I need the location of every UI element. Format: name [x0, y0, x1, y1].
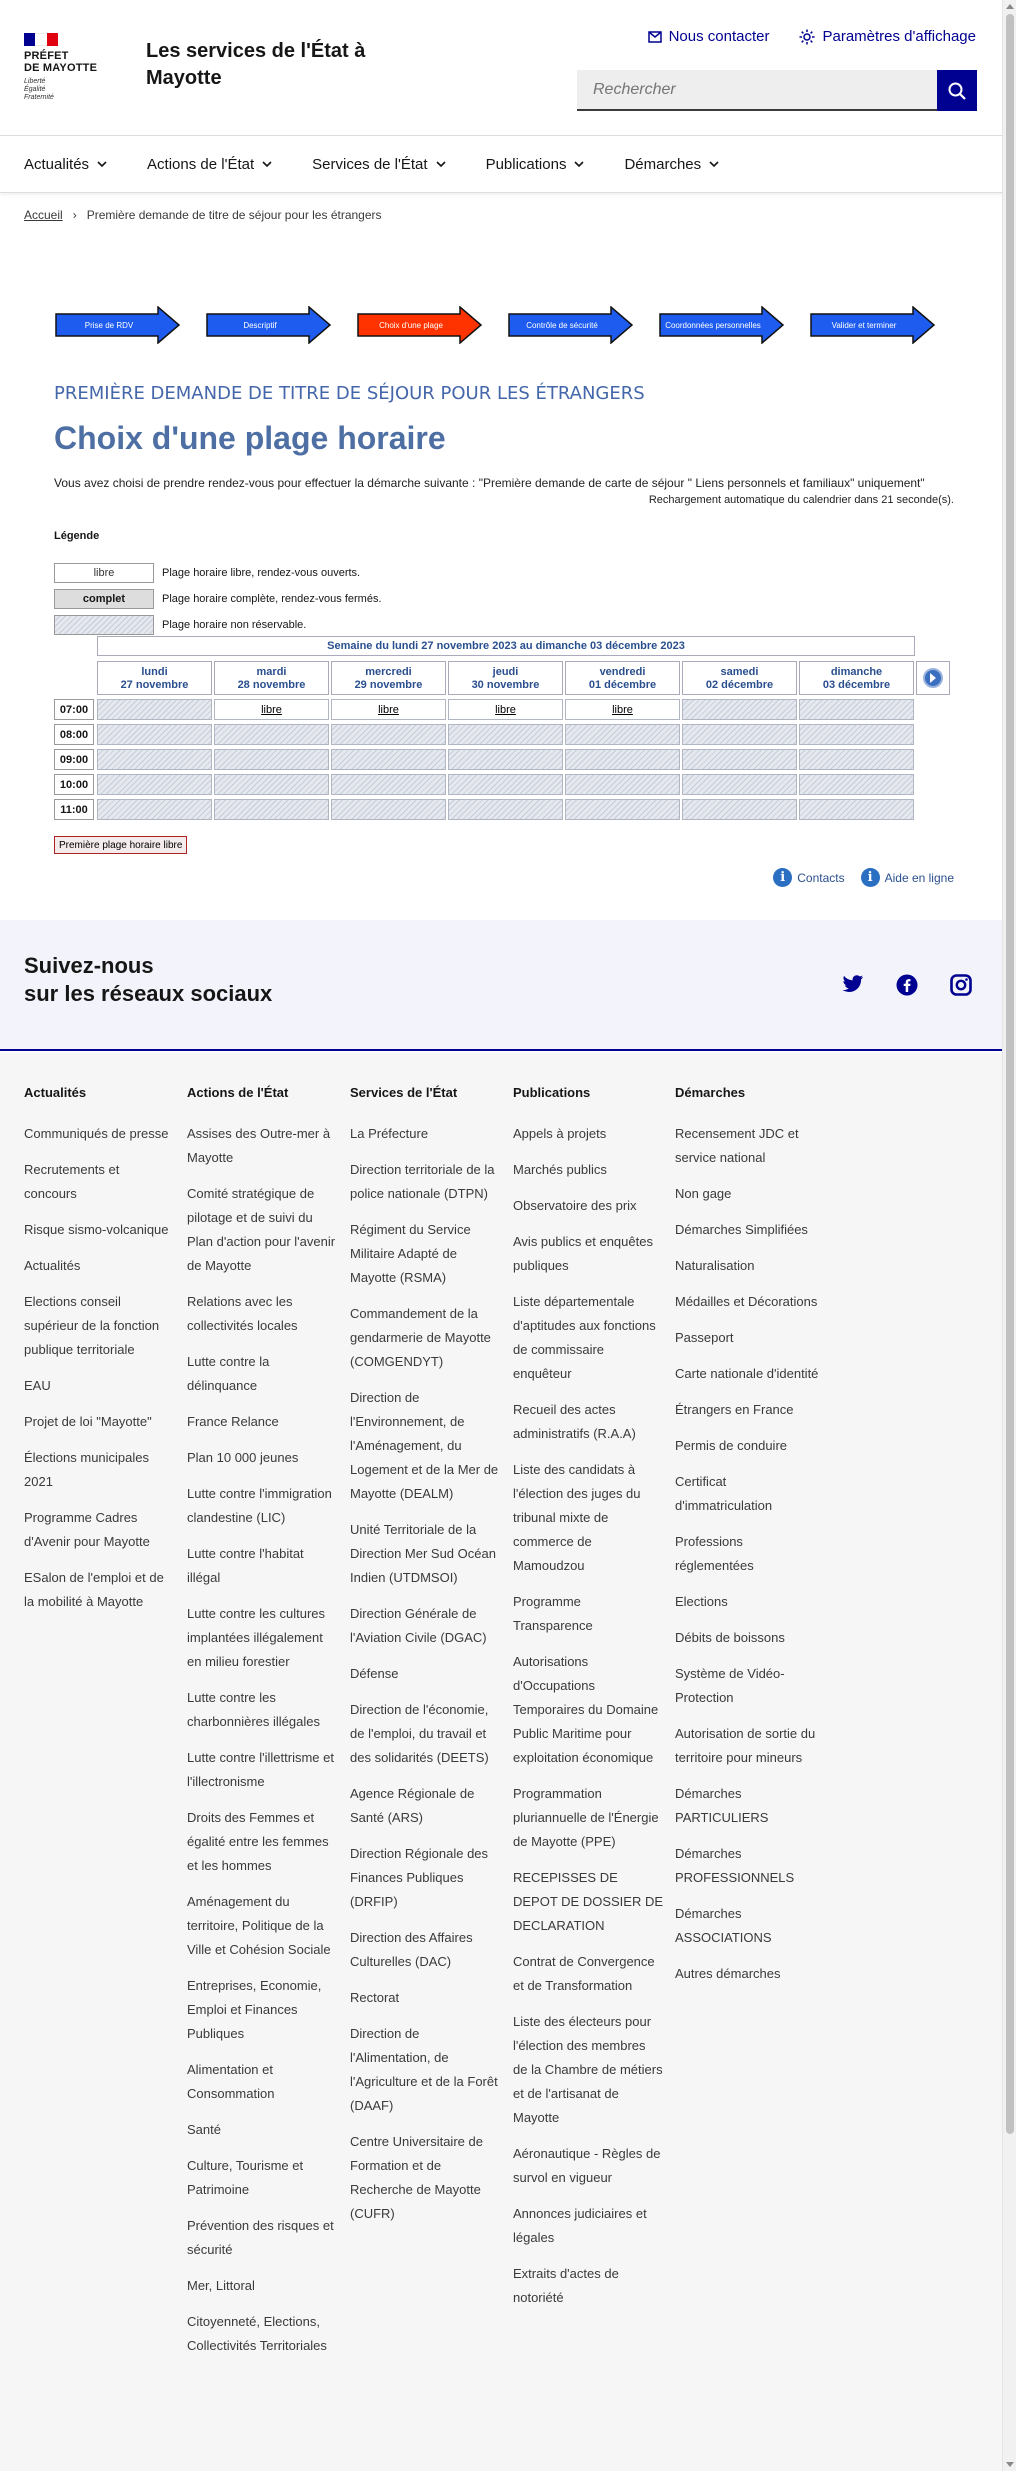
logo-line2: DE MAYOTTE: [24, 62, 98, 74]
footer-link[interactable]: Démarches ASSOCIATIONS: [675, 1906, 772, 1945]
slot-unavailable: [97, 724, 212, 745]
footer-column: [24, 1085, 174, 1626]
next-week-button[interactable]: [916, 661, 950, 695]
step-label: Choix d'une plage: [379, 320, 443, 330]
nav-item-actualites[interactable]: Actualités: [24, 136, 147, 193]
social-icons: [842, 974, 972, 1001]
footer-link[interactable]: Aménagement du territoire, Politique de la Ville et Cohésion Sociale: [187, 1894, 331, 1957]
nav-item-actions-etat[interactable]: Actions de l'État: [147, 136, 312, 193]
footer-link[interactable]: Lutte contre les cultures implantées illégalement en milieu forestier: [187, 1606, 326, 1669]
footer-link[interactable]: Unité Territoriale de la Direction Mer Sud Océan Indien (UTDMSOI): [350, 1522, 496, 1585]
info-icon: i: [861, 868, 880, 887]
day-header: lundi 27 novembre: [97, 661, 212, 695]
hour-label: 09:00: [54, 749, 94, 770]
footer-link[interactable]: Système de Vidéo-Protection: [675, 1666, 785, 1705]
procedure-title: PREMIÈRE DEMANDE DE TITRE DE SÉJOUR POUR LES ÉTRANGERS: [54, 383, 645, 404]
footer-link[interactable]: Recensement JDC et service national: [675, 1126, 799, 1165]
footer-link[interactable]: Professions réglementées: [675, 1534, 754, 1573]
social-section: [0, 920, 1002, 1051]
step-label: Descriptif: [243, 320, 277, 330]
step-label: Coordonnées personnelles: [665, 320, 761, 330]
footer-link[interactable]: Recueil des actes administratifs (R.A.A): [513, 1402, 636, 1441]
breadcrumb-home[interactable]: Accueil: [24, 208, 63, 222]
footer-column: [513, 1085, 663, 2322]
footer-link[interactable]: Droits des Femmes et égalité entre les femmes et les hommes: [187, 1810, 329, 1873]
step-label: Contrôle de sécurité: [526, 320, 598, 330]
footer-column: [187, 1085, 337, 2370]
footer-column: [675, 1085, 825, 1998]
slot-unavailable: [448, 749, 563, 770]
breadcrumb-current: Première demande de titre de séjour pour les étrangers: [86, 208, 382, 222]
slot-unavailable: [799, 699, 914, 720]
footer-link[interactable]: Commandement de la gendarmerie de Mayotte (COMGENDYT): [350, 1306, 491, 1369]
footer-link[interactable]: Élections municipales 2021: [24, 1450, 150, 1489]
slot-unavailable: [565, 799, 680, 820]
footer-link[interactable]: Direction Générale de l'Aviation Civile (DGAC): [350, 1606, 487, 1645]
footer-link[interactable]: Liste départementale d'aptitudes aux fonctions de commissaire enquêteur: [513, 1294, 656, 1381]
hour-label: 11:00: [54, 799, 94, 820]
step-6: [809, 306, 936, 344]
display-settings-label: Paramètres d'affichage: [822, 28, 976, 45]
day-header: mardi 28 novembre: [214, 661, 329, 695]
footer-link[interactable]: Extraits d'actes de notoriété: [513, 2266, 619, 2305]
first-free-slot-button[interactable]: Première plage horaire libre: [54, 836, 187, 854]
week-header: Semaine du lundi 27 novembre 2023 au dimanche 03 décembre 2023: [97, 636, 915, 656]
footer-link[interactable]: Lutte contre l'habitat illégal: [187, 1546, 304, 1585]
chevron-down-icon: [574, 161, 584, 168]
breadcrumb: [24, 208, 382, 222]
prefet-logo[interactable]: [24, 33, 109, 102]
footer-link[interactable]: Programme Transparence: [513, 1594, 593, 1633]
footer-link[interactable]: Lutte contre les charbonnières illégales: [187, 1690, 320, 1729]
footer-link[interactable]: Permis de conduire: [675, 1438, 787, 1453]
intro-text: Vous avez choisi de prendre rendez-vous pour effectuer la démarche suivante : "Première demande de carte de séjour " Liens personnels et familiaux" uniquement": [54, 476, 925, 490]
footer-link[interactable]: Elections: [675, 1594, 728, 1609]
main-nav: [0, 136, 1016, 193]
slot-unavailable: [799, 724, 914, 745]
footer-link[interactable]: Démarches Simplifiées: [675, 1222, 808, 1237]
footer-link[interactable]: Démarches PARTICULIERS: [675, 1786, 769, 1825]
footer-link[interactable]: Culture, Tourisme et Patrimoine: [187, 2158, 304, 2197]
sun-icon: [799, 29, 815, 45]
footer-link[interactable]: Recrutements et concours: [24, 1162, 120, 1201]
footer-link[interactable]: Lutte contre l'immigration clandestine (LIC): [187, 1486, 332, 1525]
day-header: mercredi 29 novembre: [331, 661, 446, 695]
slot-unavailable: [331, 724, 446, 745]
slot-unavailable: [799, 749, 914, 770]
slot-unavailable: [331, 799, 446, 820]
scrollbar[interactable]: [1002, 0, 1016, 2471]
footer-link[interactable]: Annonces judiciaires et légales: [513, 2206, 647, 2245]
slot-unavailable: [97, 749, 212, 770]
slot-unavailable: [214, 799, 329, 820]
chevron-down-icon: [97, 161, 107, 168]
slot-unavailable: [214, 749, 329, 770]
footer-link[interactable]: Direction de l'Environnement, de l'Aménagement, du Logement et de la Mer de Mayotte (DEALM): [350, 1390, 499, 1501]
footer-link[interactable]: Rectorat: [350, 1990, 400, 2005]
reload-countdown: Rechargement automatique du calendrier dans 21 seconde(s).: [648, 494, 954, 506]
twitter-icon[interactable]: [842, 974, 864, 1001]
footer-link[interactable]: EAU: [24, 1378, 51, 1393]
display-settings-link[interactable]: [799, 28, 976, 45]
footer-link[interactable]: Santé: [187, 2122, 221, 2137]
nav-item-demarches[interactable]: Démarches: [624, 136, 759, 193]
scroll-up-icon[interactable]: [1006, 4, 1014, 9]
logo-line1: PRÉFET: [24, 50, 69, 62]
legend: [54, 562, 382, 640]
top-links: [648, 28, 976, 45]
footer-link[interactable]: Risque sismo-volcanique: [24, 1222, 169, 1237]
slot-unavailable: [214, 774, 329, 795]
footer-link[interactable]: Certificat d'immatriculation: [675, 1474, 773, 1513]
slot-unavailable: [682, 699, 797, 720]
footer-link[interactable]: Agence Régionale de Santé (ARS): [350, 1786, 475, 1825]
chevron-down-icon: [709, 161, 719, 168]
search-bar: [577, 70, 977, 111]
footer-link[interactable]: Contrat de Convergence et de Transformation: [513, 1954, 655, 1993]
logo-motto: Liberté Égalité Fraternité: [24, 78, 54, 101]
slot-unavailable: [682, 724, 797, 745]
online-help-link[interactable]: i Aide en ligne: [861, 868, 954, 887]
day-header: jeudi 30 novembre: [448, 661, 563, 695]
day-header: vendredi 01 décembre: [565, 661, 680, 695]
footer-link[interactable]: Actualités: [24, 1258, 81, 1273]
step-4: [507, 306, 634, 344]
footer-link[interactable]: Étrangers en France: [675, 1402, 794, 1417]
search-icon: [947, 81, 967, 101]
footer-column-title[interactable]: Actualités: [24, 1085, 87, 1100]
footer-link[interactable]: Aéronautique - Règles de survol en vigueur: [513, 2146, 661, 2185]
step-label: Valider et terminer: [831, 320, 897, 330]
footer-link[interactable]: Lutte contre l'illettrisme et l'illectronisme: [187, 1750, 334, 1789]
contact-label: Nous contacter: [668, 28, 770, 45]
french-flag-icon: [24, 33, 58, 46]
day-header: dimanche 03 décembre: [799, 661, 914, 695]
footer-link[interactable]: Débits de boissons: [675, 1630, 785, 1645]
footer-link[interactable]: Autorisations d'Occupations Temporaires du Domaine Public Maritime pour exploitation économique: [513, 1654, 659, 1765]
scroll-down-icon[interactable]: [1006, 2462, 1014, 2467]
step-label: Prise de RDV: [84, 320, 134, 330]
footer-link[interactable]: Autres démarches: [675, 1966, 781, 1981]
legend-full-text: Plage horaire complète, rendez-vous fermés.: [162, 592, 382, 605]
nav-item-publications[interactable]: Publications: [486, 136, 625, 193]
footer: [0, 1053, 1002, 2471]
footer-link[interactable]: France Relance: [187, 1414, 279, 1429]
mail-icon: [648, 31, 662, 43]
footer-link[interactable]: Observatoire des prix: [513, 1198, 637, 1213]
step-1: [54, 306, 181, 344]
legend-free-text: Plage horaire libre, rendez-vous ouverts.: [162, 566, 361, 579]
footer-link[interactable]: Marchés publics: [513, 1162, 607, 1177]
slot-unavailable: [331, 774, 446, 795]
contacts-link[interactable]: i Contacts: [773, 868, 844, 887]
slot-unavailable: [682, 774, 797, 795]
next-arrow-icon: [922, 667, 944, 689]
slot-unavailable: [565, 749, 680, 770]
footer-link[interactable]: Direction de l'économie, de l'emploi, du travail et des solidarités (DEETS): [350, 1702, 489, 1765]
footer-link[interactable]: Elections conseil supérieur de la fonction publique territoriale: [24, 1294, 160, 1357]
help-links: [773, 868, 954, 887]
search-button[interactable]: [937, 70, 977, 111]
slot-unavailable: [331, 749, 446, 770]
slot-unavailable: [448, 724, 563, 745]
slot-unavailable: [97, 774, 212, 795]
slot-free[interactable]: libre: [214, 699, 329, 720]
slot-unavailable: [799, 799, 914, 820]
facebook-icon[interactable]: [896, 974, 918, 1001]
legend-full-box: complet: [54, 589, 154, 609]
step-3: [356, 306, 483, 344]
contact-link[interactable]: [648, 28, 770, 45]
footer-link[interactable]: Avis publics et enquêtes publiques: [513, 1234, 653, 1273]
footer-link[interactable]: Projet de loi "Mayotte": [24, 1414, 152, 1429]
footer-link[interactable]: Passeport: [675, 1330, 734, 1345]
slot-unavailable: [97, 799, 212, 820]
footer-link[interactable]: Médailles et Décorations: [675, 1294, 818, 1309]
slot-unavailable: [97, 699, 212, 720]
footer-link[interactable]: Citoyenneté, Elections, Collectivités Territoriales: [187, 2314, 327, 2353]
footer-column-title[interactable]: Services de l'État: [350, 1085, 458, 1100]
footer-link[interactable]: Comité stratégique de pilotage et de suivi du Plan d'action pour l'avenir de Mayotte: [187, 1186, 336, 1273]
footer-link[interactable]: RECEPISSES DE DEPOT DE DOSSIER DE DECLARATION: [513, 1870, 664, 1933]
slot-unavailable: [799, 774, 914, 795]
hour-label: 10:00: [54, 774, 94, 795]
legend-free-box: libre: [54, 563, 154, 583]
calendar: [54, 636, 954, 826]
header: [0, 0, 1016, 136]
footer-link[interactable]: Liste des candidats à l'élection des juges du tribunal mixte de commerce de Mamoudzou: [513, 1462, 641, 1573]
hour-label: 08:00: [54, 724, 94, 745]
slot-unavailable: [448, 799, 563, 820]
footer-link[interactable]: Mer, Littoral: [187, 2278, 255, 2293]
footer-link[interactable]: Entreprises, Economie, Emploi et Finances Publiques: [187, 1978, 322, 2041]
footer-link[interactable]: Assises des Outre-mer à Mayotte: [187, 1126, 331, 1165]
footer-link[interactable]: Direction Régionale des Finances Publiques (DRFIP): [350, 1846, 489, 1909]
progress-steps: [54, 306, 936, 344]
footer-link[interactable]: Prévention des risques et sécurité: [187, 2218, 334, 2257]
slot-unavailable: [448, 774, 563, 795]
footer-link[interactable]: Alimentation et Consommation: [187, 2062, 275, 2101]
slot-unavailable: [682, 749, 797, 770]
chevron-down-icon: [262, 161, 272, 168]
slot-free[interactable]: libre: [331, 699, 446, 720]
slot-unavailable: [682, 799, 797, 820]
hour-label: 07:00: [54, 699, 94, 720]
legend-na-box: [54, 615, 154, 635]
footer-link[interactable]: Centre Universitaire de Formation et de Recherche de Mayotte (CUFR): [350, 2134, 483, 2221]
footer-column-title[interactable]: Démarches: [675, 1085, 746, 1100]
footer-link[interactable]: Liste des électeurs pour l'élection des membres de la Chambre de métiers et de l'artisanat de Mayotte: [513, 2014, 663, 2125]
footer-link[interactable]: Démarches PROFESSIONNELS: [675, 1846, 795, 1885]
step-2: [205, 306, 332, 344]
footer-link[interactable]: Relations avec les collectivités locales: [187, 1294, 298, 1333]
slot-free[interactable]: libre: [448, 699, 563, 720]
search-input[interactable]: [577, 70, 937, 111]
footer-link[interactable]: Autorisation de sortie du territoire pour mineurs: [675, 1726, 816, 1765]
footer-link[interactable]: Direction des Affaires Culturelles (DAC): [350, 1930, 473, 1969]
footer-link[interactable]: Défense: [350, 1666, 399, 1681]
step-5: [658, 306, 785, 344]
chevron-down-icon: [436, 161, 446, 168]
footer-link[interactable]: La Préfecture: [350, 1126, 429, 1141]
info-icon: i: [773, 868, 792, 887]
instagram-icon[interactable]: [950, 974, 972, 1001]
footer-link[interactable]: Programme Cadres d'Avenir pour Mayotte: [24, 1510, 150, 1549]
footer-link[interactable]: Régiment du Service Militaire Adapté de Mayotte (RSMA): [350, 1222, 471, 1285]
nav-item-services-etat[interactable]: Services de l'État: [312, 136, 485, 193]
page-title: Choix d'une plage horaire: [54, 420, 446, 456]
footer-link[interactable]: Programmation pluriannuelle de l'Énergie de Mayotte (PPE): [513, 1786, 659, 1849]
footer-link[interactable]: Appels à projets: [513, 1126, 607, 1141]
footer-column: [350, 1085, 500, 2238]
footer-column-title[interactable]: Actions de l'État: [187, 1085, 289, 1100]
footer-link[interactable]: Non gage: [675, 1186, 732, 1201]
footer-link[interactable]: Communiqués de presse: [24, 1126, 169, 1141]
footer-link[interactable]: Lutte contre la délinquance: [187, 1354, 270, 1393]
footer-link[interactable]: Direction de l'Alimentation, de l'Agriculture et de la Forêt (DAAF): [350, 2026, 498, 2113]
chevron-right-icon: ›: [72, 208, 77, 222]
footer-link[interactable]: Direction territoriale de la police nationale (DTPN): [350, 1162, 495, 1201]
slot-unavailable: [565, 774, 680, 795]
scrollbar-thumb[interactable]: [1006, 14, 1014, 2134]
site-title[interactable]: Les services de l'État à Mayotte: [146, 40, 366, 89]
slot-unavailable: [214, 724, 329, 745]
legend-na-text: Plage horaire non réservable.: [162, 618, 307, 631]
slot-free[interactable]: libre: [565, 699, 680, 720]
legend-title: Légende: [54, 530, 100, 542]
day-header: samedi 02 décembre: [682, 661, 797, 695]
footer-link[interactable]: Naturalisation: [675, 1258, 755, 1273]
footer-link[interactable]: ESalon de l'emploi et de la mobilité à Mayotte: [24, 1570, 164, 1609]
slot-unavailable: [565, 724, 680, 745]
footer-column-title[interactable]: Publications: [513, 1085, 591, 1100]
footer-link[interactable]: Carte nationale d'identité: [675, 1366, 819, 1381]
social-title: Suivez-nous sur les réseaux sociaux: [24, 953, 273, 1006]
footer-link[interactable]: Plan 10 000 jeunes: [187, 1450, 299, 1465]
